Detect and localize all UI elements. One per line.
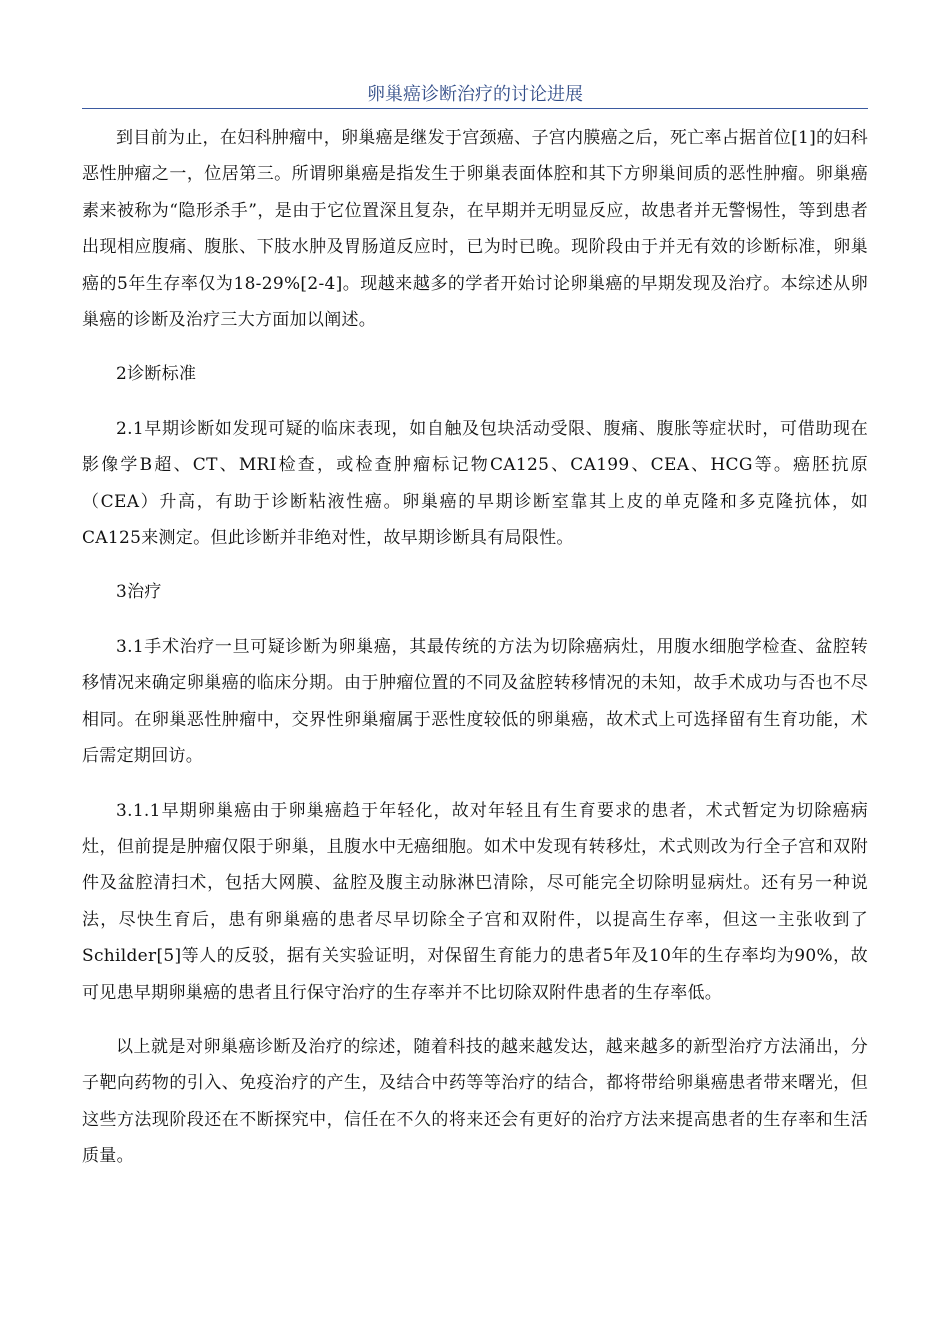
section-heading-treatment: 3治疗 (116, 582, 162, 603)
document-title: 卵巢癌诊断治疗的讨论进展 (367, 84, 583, 105)
paragraph-conclusion: 以上就是对卵巢癌诊断及治疗的综述，随着科技的越来越发达，越来越多的新型治疗方法涌出，分子靶向药物的引入、免疫治疗的产生，及结合中药等等治疗的结合，都将带给卵巢癌患者带来曙光，但这些方法现阶段还在不断探究中，信任在不久的将来还会有更好的治疗方法来提高患者的生存率和生活质量。 (82, 1036, 868, 1167)
paragraph-introduction: 到目前为止，在妇科肿瘤中，卵巢癌是继发于宫颈癌、子宫内膜癌之后，死亡率占据首位[1]的妇科恶性肿瘤之一，位居第三。所谓卵巢癌是指发生于卵巢表面体腔和其下方卵巢间质的恶性肿瘤。卵巢癌素来被称为“隐形杀手”，是由于它位置深且复杂，在早期并无明显反应，故患者并无警惕性，等到患者出现相应腹痛、腹胀、下肢水肿及胃肠道反应时，已为时已晚。现阶段由于并无有效的诊断标准，卵巢癌的5年生存率仅为18-29%[2-4]。现越来越多的学者开始讨论卵巢癌的早期发现及治疗。本综述从卵巢癌的诊断及治疗三大方面加以阐述。 (82, 128, 868, 331)
title-divider (82, 108, 868, 109)
paragraph-surgical-treatment: 3.1手术治疗一旦可疑诊断为卵巢癌，其最传统的方法为切除癌病灶，用腹水细胞学检查、盆腔转移情况来确定卵巢癌的临床分期。由于肿瘤位置的不同及盆腔转移情况的未知，故手术成功与否也不尽相同。在卵巢恶性肿瘤中，交界性卵巢瘤属于恶性度较低的卵巢癌，故术式上可选择留有生育功能，术后需定期回访。 (82, 636, 868, 767)
paragraph-early-diagnosis: 2.1早期诊断如发现可疑的临床表现，如自触及包块活动受限、腹痛、腹胀等症状时，可借助现在影像学B超、CT、MRI检查，或检查肿瘤标记物CA125、CA199、CEA、HCG等。癌胚抗原（CEA）升高，有助于诊断粘液性癌。卵巢癌的早期诊断室靠其上皮的单克隆和多克隆抗体，如CA125来测定。但此诊断并非绝对性，故早期诊断具有局限性。 (82, 418, 868, 549)
paragraph-early-ovarian-cancer: 3.1.1早期卵巢癌由于卵巢癌趋于年轻化，故对年轻且有生育要求的患者，术式暂定为切除癌病灶，但前提是肿瘤仅限于卵巢，且腹水中无癌细胞。如术中发现有转移灶，术式则改为行全子宫和双附件及盆腔清扫术，包括大网膜、盆腔及腹主动脉淋巴清除，尽可能完全切除明显病灶。还有另一种说法，尽快生育后，患有卵巢癌的患者尽早切除全子宫和双附件，以提高生存率，但这一主张收到了Schilder[5]等人的反驳，据有关实验证明，对保留生育能力的患者5年及10年的生存率均为90%，故可见患早期卵巢癌的患者且行保守治疗的生存率并不比切除双附件患者的生存率低。 (82, 800, 868, 1003)
document-body (82, 120, 868, 1175)
section-heading-diagnosis: 2诊断标准 (116, 364, 197, 385)
